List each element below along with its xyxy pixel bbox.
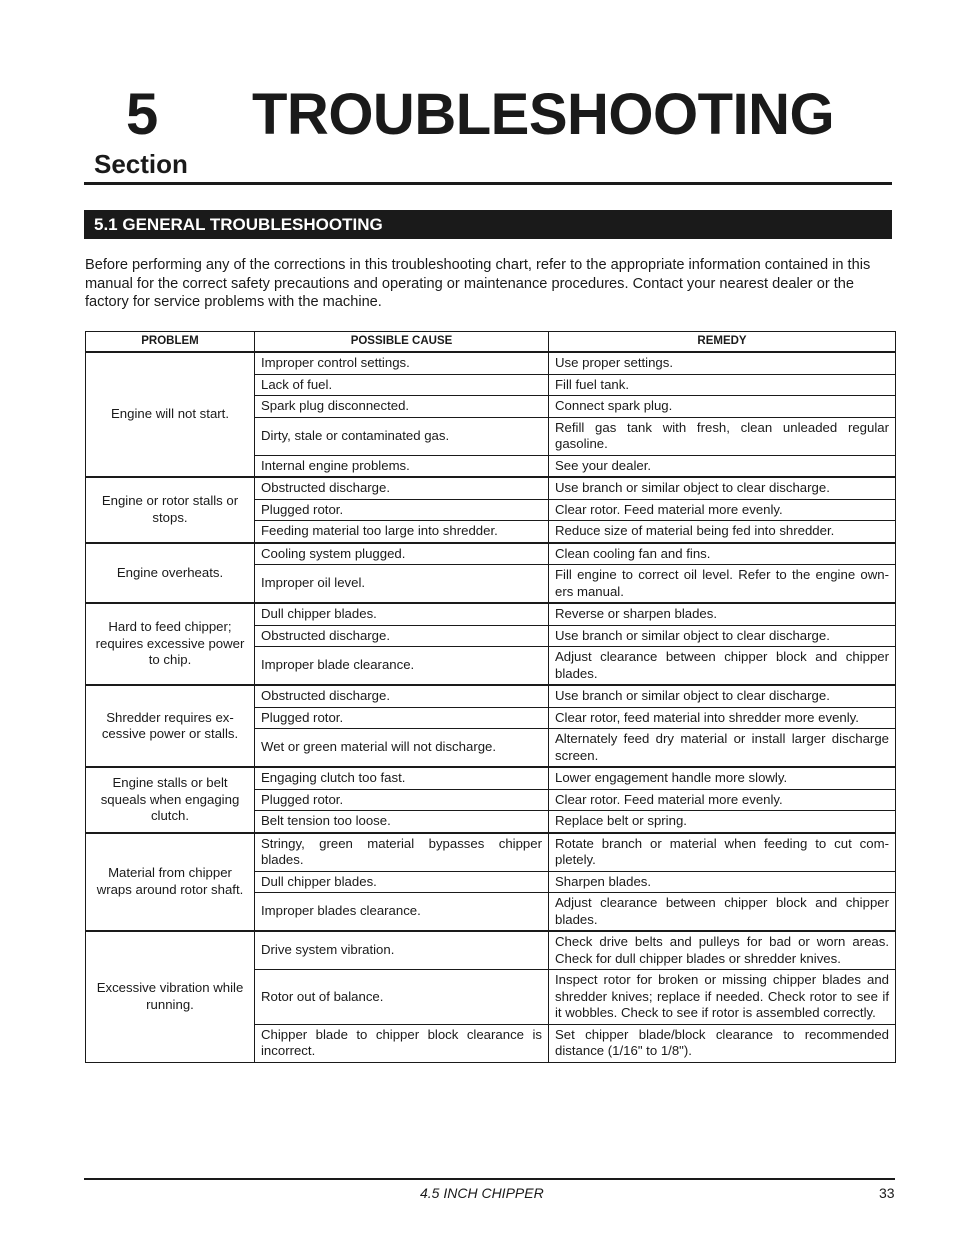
cause-cell: Dull chipper blades. — [255, 603, 549, 625]
troubleshooting-table — [85, 331, 896, 1063]
problem-cell: Engine will not start. — [86, 352, 255, 477]
footer-title: 4.5 INCH CHIPPER — [420, 1185, 544, 1201]
intro-paragraph: Before performing any of the corrections in this troubleshooting chart, refer to the appropriate information contained in this manual for the correct safety precautions and operating or maintenance procedures. Contact your nearest dealer or the factory for service problems with the machine. — [85, 257, 871, 310]
remedy-cell: Sharpen blades. — [549, 871, 896, 893]
remedy-cell: Inspect rotor for broken or missing chipper blades and shredder knives; replace if needed. Check rotor to see if it wobbles. Check to see if rotor is assembled correctly. — [549, 970, 896, 1025]
cause-cell: Plugged rotor. — [255, 499, 549, 521]
cause-cell: Plugged rotor. — [255, 789, 549, 811]
remedy-cell: Alternately feed dry material or install larger discharge screen. — [549, 729, 896, 768]
remedy-cell: Reduce size of material being fed into shredder. — [549, 521, 896, 543]
problem-cell: Shredder requires ex-cessive power or stalls. — [86, 685, 255, 767]
remedy-cell: Check drive belts and pulleys for bad or worn areas. Check for dull chipper blades or shredder knives. — [549, 931, 896, 970]
problem-cell: Engine or rotor stalls or stops. — [86, 477, 255, 543]
table-header-row — [86, 332, 896, 353]
cause-cell: Obstructed discharge. — [255, 477, 549, 499]
footer-rule — [84, 1178, 895, 1180]
section-label: Section — [94, 149, 188, 179]
cause-cell: Lack of fuel. — [255, 374, 549, 396]
cause-cell: Improper control settings. — [255, 352, 549, 374]
cause-cell: Wet or green material will not discharge. — [255, 729, 549, 768]
subsection-heading: 5.1 GENERAL TROUBLESHOOTING — [84, 210, 892, 239]
cause-cell: Plugged rotor. — [255, 707, 549, 729]
remedy-cell: Lower engagement handle more slowly. — [549, 767, 896, 789]
cause-cell: Dirty, stale or contaminated gas. — [255, 417, 549, 455]
remedy-cell: Clear rotor. Feed material more evenly. — [549, 499, 896, 521]
cause-cell: Improper blade clearance. — [255, 647, 549, 686]
cause-cell: Improper oil level. — [255, 565, 549, 604]
table-row — [86, 767, 896, 789]
remedy-cell: Set chipper blade/block clearance to recommended distance (1/16" to 1/8"). — [549, 1024, 896, 1062]
cause-cell: Engaging clutch too fast. — [255, 767, 549, 789]
remedy-cell: Refill gas tank with fresh, clean unleaded regular gasoline. — [549, 417, 896, 455]
table-row — [86, 603, 896, 625]
cause-cell: Cooling system plugged. — [255, 543, 549, 565]
cause-cell: Rotor out of balance. — [255, 970, 549, 1025]
cause-cell: Chipper blade to chipper block clearance is incorrect. — [255, 1024, 549, 1062]
remedy-cell: Adjust clearance between chipper block and chipper blades. — [549, 647, 896, 686]
table-row — [86, 833, 896, 872]
problem-cell: Engine overheats. — [86, 543, 255, 604]
remedy-cell: Connect spark plug. — [549, 396, 896, 418]
cause-cell: Obstructed discharge. — [255, 685, 549, 707]
problem-cell: Hard to feed chipper; requires excessive power to chip. — [86, 603, 255, 685]
remedy-cell: Clear rotor. Feed material more evenly. — [549, 789, 896, 811]
remedy-cell: Use branch or similar object to clear discharge. — [549, 625, 896, 647]
cause-cell: Drive system vibration. — [255, 931, 549, 970]
remedy-cell: See your dealer. — [549, 455, 896, 477]
remedy-cell: Fill fuel tank. — [549, 374, 896, 396]
title-rule — [84, 182, 892, 185]
remedy-cell: Fill engine to correct oil level. Refer to the engine own-ers manual. — [549, 565, 896, 604]
table-row — [86, 685, 896, 707]
cause-cell: Stringy, green material bypasses chipper blades. — [255, 833, 549, 872]
cause-cell: Spark plug disconnected. — [255, 396, 549, 418]
remedy-cell: Clean cooling fan and fins. — [549, 543, 896, 565]
page-number: 33 — [879, 1185, 895, 1201]
table-row — [86, 477, 896, 499]
remedy-cell: Adjust clearance between chipper block and chipper blades. — [549, 893, 896, 932]
problem-cell: Excessive vibration while running. — [86, 931, 255, 1062]
remedy-cell: Replace belt or spring. — [549, 811, 896, 833]
cause-cell: Feeding material too large into shredder. — [255, 521, 549, 543]
remedy-cell: Rotate branch or material when feeding to cut com-pletely. — [549, 833, 896, 872]
remedy-cell: Use branch or similar object to clear discharge. — [549, 685, 896, 707]
header-problem: PROBLEM — [86, 332, 255, 353]
remedy-cell: Reverse or sharpen blades. — [549, 603, 896, 625]
section-title: TROUBLESHOOTING — [252, 82, 835, 147]
header-remedy: REMEDY — [549, 332, 896, 353]
table-row — [86, 931, 896, 970]
cause-cell: Dull chipper blades. — [255, 871, 549, 893]
cause-cell: Improper blades clearance. — [255, 893, 549, 932]
table-row — [86, 543, 896, 565]
table-row — [86, 352, 896, 374]
remedy-cell: Use branch or similar object to clear discharge. — [549, 477, 896, 499]
cause-cell: Belt tension too loose. — [255, 811, 549, 833]
cause-cell: Internal engine problems. — [255, 455, 549, 477]
table-body — [86, 352, 896, 1062]
problem-cell: Engine stalls or belt squeals when engaging clutch. — [86, 767, 255, 833]
problem-cell: Material from chipper wraps around rotor shaft. — [86, 833, 255, 932]
header-possible-cause: POSSIBLE CAUSE — [255, 332, 549, 353]
remedy-cell: Clear rotor, feed material into shredder more evenly. — [549, 707, 896, 729]
section-number: 5 — [126, 82, 159, 147]
cause-cell: Obstructed discharge. — [255, 625, 549, 647]
remedy-cell: Use proper settings. — [549, 352, 896, 374]
